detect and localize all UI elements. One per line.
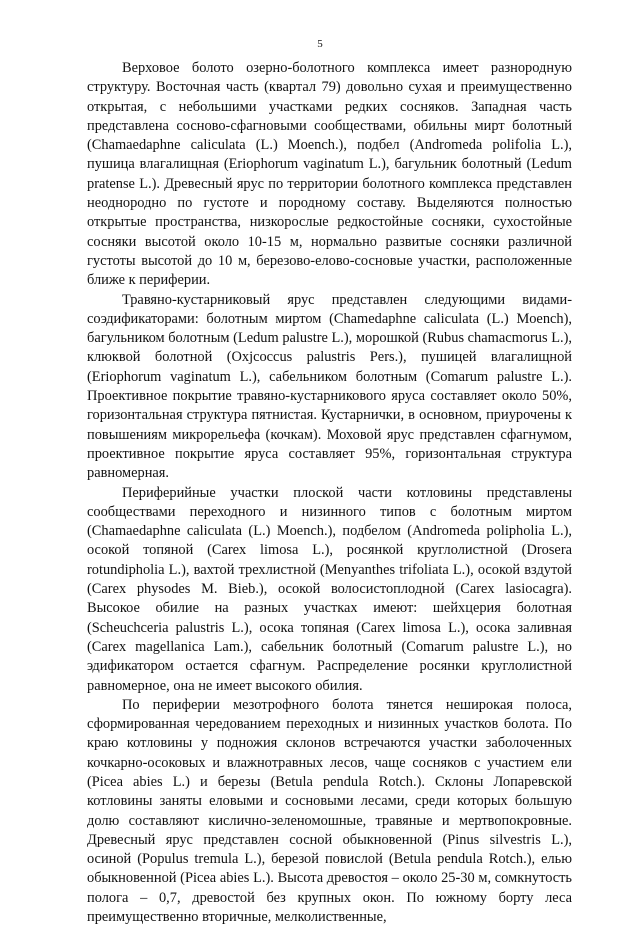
page-number: 5 — [317, 38, 323, 50]
body-text — [87, 59, 572, 927]
paragraph-herb-shrub-layer: Травяно-кустарниковый ярус представлен следующими видами-соэдификаторами: болотным миртом (Chamedaphne caliculata (L.) Moench), багульником болотным (Ledum palustre L.), морошкой (Rubus chamacmorus L.), клюквой болотной (Oxjcoccus palustris Pers.), пушицей влагалищной (Eriophorum vaginatum L.), сабельником болотным (Comarum palustre L.). Проективное покрытие травяно-кустарникового яруса составляет около 50%, горизонтальная структура пятнистая. Кустарнички, в основном, приурочены к повышениям микрорельефа (кочкам). Моховой ярус представлен сфагнумом, проективное покрытие яруса составляет 95%, горизонтальная структура равномерная. — [87, 291, 572, 482]
paragraph-mesotrophic-bog-periphery: По периферии мезотрофного болота тянется неширокая полоса, сформированная чередованием переходных и низинных участков болота. По краю котловины у подножия склонов встречаются участки заболоченных кочкарно-осоковых и влажнотравных лесов, чаще сосняков с участием ели (Picea abies L.) и березы (Betula pendula Rotch.). Склоны Лопаревской котловины заняты еловыми и сосновыми лесами, среди которых большую долю составляют кислично-зеленомошные, травяные и мертвопокровные. Древесный ярус представлен сосной обыкновенной (Pinus silvestris L.), осиной (Populus tremula L.), березой повислой (Betula pendula Rotch.), елью обыкновенной (Picea abies L.). Высота древостоя – около 25-30 м, сомкнутость полога – 0,7, древостой без крупных окон. По южному борту леса преимущественно вторичные, мелколиственные, — [87, 696, 572, 926]
paragraph-raised-bog-structure: Верховое болото озерно-болотного комплекса имеет разнородную структуру. Восточная часть (квартал 79) довольно сухая и преимущественно открытая, с небольшими участками редких сосняков. Западная часть представлена сосново-сфагновыми сообществами, обильны мирт болотный (Chamaedaphne caliculata (L.) Moench.), подбел (Andromeda polifolia L.), пушица влагалищная (Eriophorum vaginatum L.), багульник болотный (Ledum pratense L.). Древесный ярус по территории болотного комплекса представлен неоднородно по густоте и породному составу. Выделяются полностью открытые пространства, низкорослые редкостойные сосняки, сухостойные сосняки высотой около 10-15 м, нормально развитые сосняки различной густоты высотой до 10 м, березово-елово-сосновые участки, расположенные ближе к периферии. — [87, 60, 572, 289]
paragraph-peripheral-areas: Периферийные участки плоской части котловины представлены сообществами переходного и низинного типов с болотным миртом (Chamaedaphne caliculata (L.) Moench.), подбелом (Andromeda polipholia L.), осокой топяной (Carex limosa L.), росянкой круглолистной (Drosera rotundipholia L.), вахтой трехлистной (Menyanthes trifoliata L.), осокой вздутой (Carex physodes M. Bieb.), осокой волосистоплодной (Carex lasiocagra). Высокое обилие на разных участках имеют: шейхцерия болотная (Scheuchceria palustris L.), осока топяная (Carex limosa L.), осока заливная (Carex magellanica Lam.), сабельник болотный (Comarum palustre L.), но эдификатором остается сфагнум. Распределение росянки круглолистной равномерное, она не имеет высокого обилия. — [87, 484, 572, 694]
